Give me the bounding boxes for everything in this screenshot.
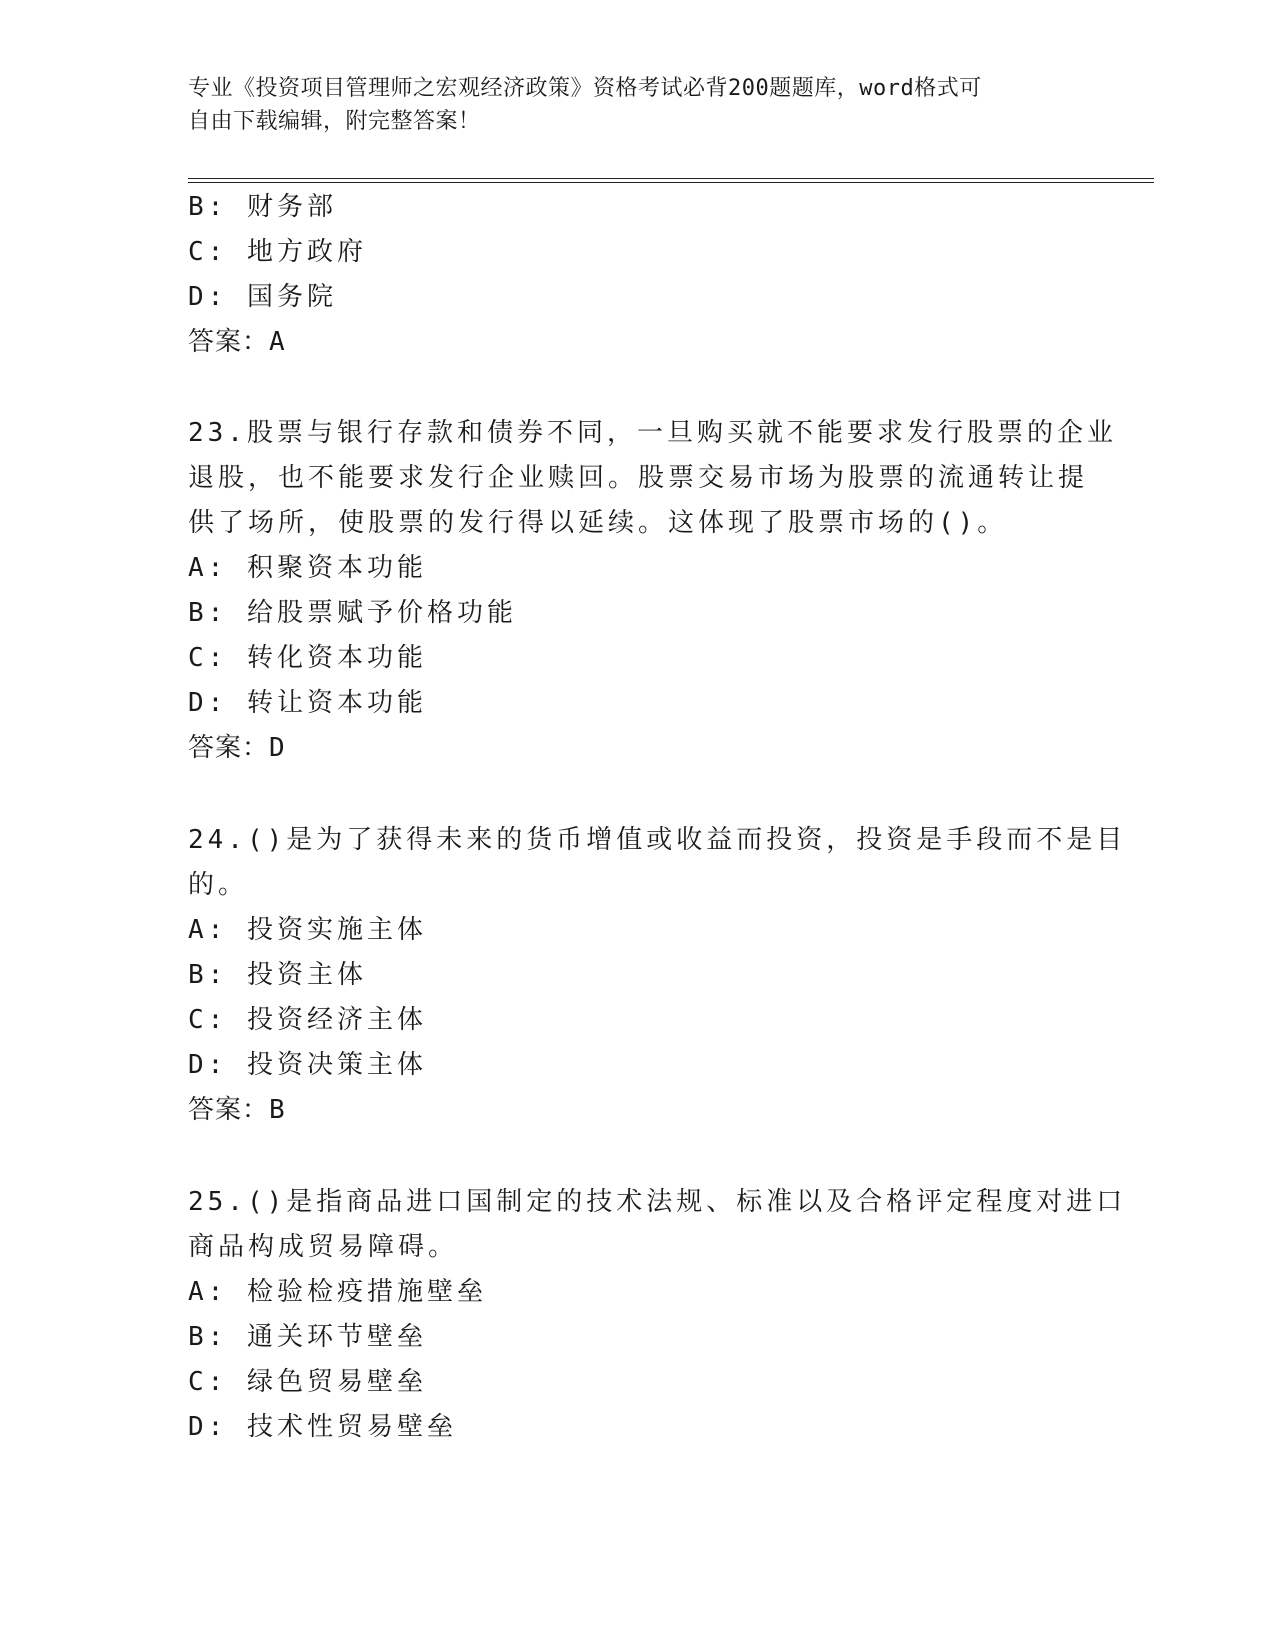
question-24-option-c: C: 投资经济主体	[188, 1005, 427, 1035]
question-24-option-a: A: 投资实施主体	[188, 915, 427, 945]
question-23-option-d: D: 转让资本功能	[188, 688, 427, 718]
question-25-option-a: A: 检验检疫措施壁垒	[188, 1277, 487, 1307]
question-23-option-a: A: 积聚资本功能	[188, 553, 427, 583]
question-23-option-c: C: 转化资本功能	[188, 643, 427, 673]
question-25-option-d: D: 技术性贸易壁垒	[188, 1412, 457, 1442]
option-b: B: 财务部	[188, 192, 337, 222]
document-header	[188, 72, 1068, 138]
question-23-text-line-3: 供了场所，使股票的发行得以延续。这体现了股票市场的()。	[188, 508, 1008, 538]
question-25-option-c: C: 绿色贸易壁垒	[188, 1367, 427, 1397]
option-d: D: 国务院	[188, 282, 337, 312]
question-25-text-line-2: 商品构成贸易障碍。	[188, 1232, 459, 1262]
header-title-line-1: 专业《投资项目管理师之宏观经济政策》资格考试必背200题题库，word格式可	[188, 76, 982, 101]
question-23-option-b: B: 给股票赋予价格功能	[188, 598, 517, 628]
question-24-text-line-1: 24.()是为了获得未来的货币增值或收益而投资，投资是手段而不是目	[188, 825, 1127, 855]
question-24-option-b: B: 投资主体	[188, 960, 367, 990]
question-24-answer: 答案：B	[188, 1095, 286, 1125]
header-divider-bottom	[188, 182, 1154, 183]
header-title-line-2: 自由下载编辑，附完整答案！	[188, 109, 481, 134]
question-24-option-d: D: 投资决策主体	[188, 1050, 427, 1080]
answer-line: 答案：A	[188, 327, 286, 357]
question-23-answer: 答案：D	[188, 733, 286, 763]
header-divider-top	[188, 178, 1154, 179]
question-25-text-line-1: 25.()是指商品进口国制定的技术法规、标准以及合格评定程度对进口	[188, 1187, 1127, 1217]
question-23-text-line-2: 退股，也不能要求发行企业赎回。股票交易市场为股票的流通转让提	[188, 463, 1089, 493]
option-c: C: 地方政府	[188, 237, 367, 267]
question-25-option-b: B: 通关环节壁垒	[188, 1322, 427, 1352]
question-23-text-line-1: 23.股票与银行存款和债券不同，一旦购买就不能要求发行股票的企业	[188, 418, 1117, 448]
question-24-text-line-2: 的。	[188, 870, 249, 900]
